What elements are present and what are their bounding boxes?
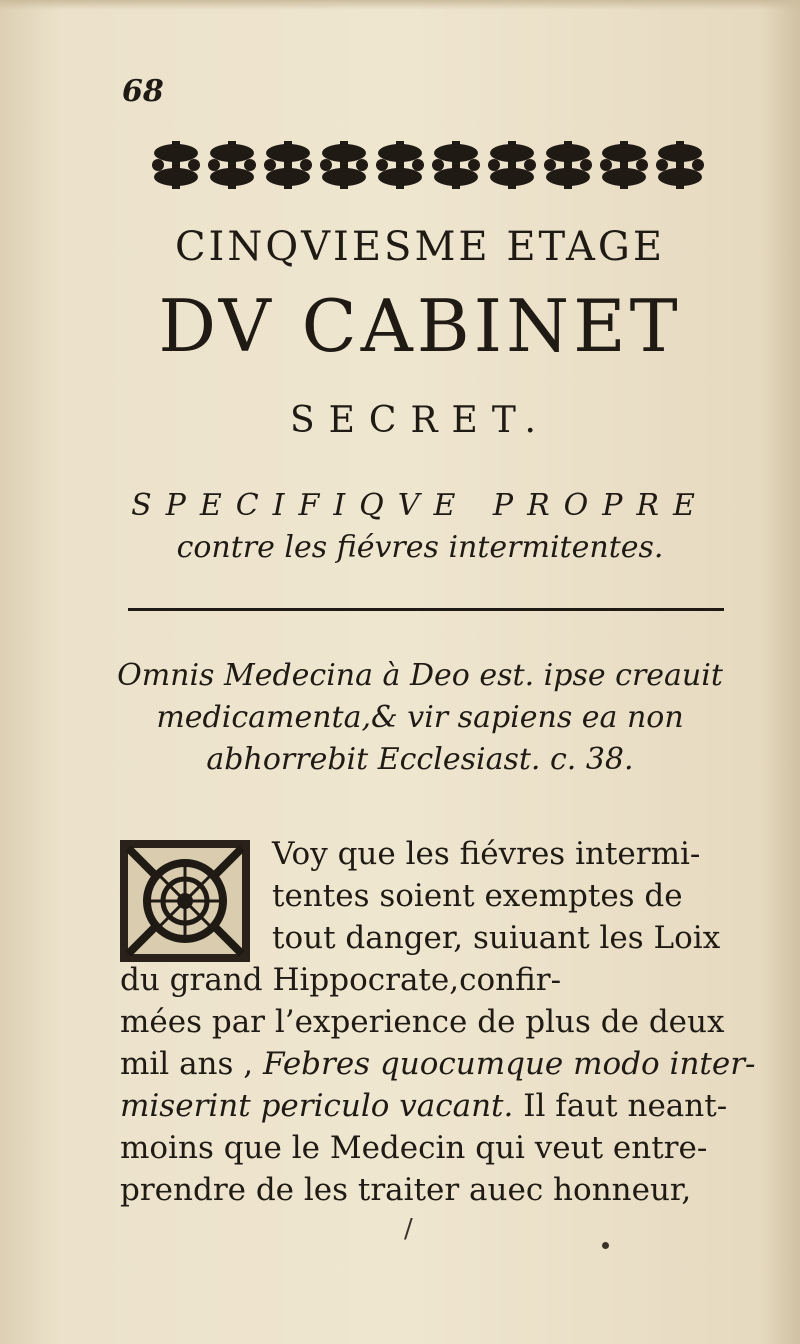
body-line: tentes soient exemptes de xyxy=(272,878,683,914)
page-number: 68 xyxy=(122,74,164,109)
body-text-roman: Il faut neant- xyxy=(513,1088,728,1124)
chapter-heading-line-1: CINQVIESME ETAGE xyxy=(174,224,666,270)
latin-quotation: miserint periculo vacant. xyxy=(120,1088,514,1124)
subtitle-line-2: contre les fiévres intermitentes. xyxy=(176,530,664,565)
body-line: mées par l’experience de plus de deux xyxy=(120,1004,725,1040)
chapter-heading-line-3: SECRET. xyxy=(289,400,551,441)
body-text-roman: mil ans , xyxy=(120,1046,263,1082)
page-edge-shadow xyxy=(0,0,800,10)
body-line xyxy=(120,1088,727,1124)
body-line xyxy=(120,1046,756,1082)
chapter-heading-line-2: DV CABINET xyxy=(158,284,682,368)
epigraph-line-2: medicamenta,& vir sapiens ea non xyxy=(156,700,684,735)
decorated-initial-v xyxy=(118,838,252,964)
ink-speck xyxy=(602,1242,609,1249)
ornamental-headpiece xyxy=(148,133,718,195)
body-line: moins que le Medecin qui veut entre- xyxy=(120,1130,708,1166)
body-line: prendre de les traiter auec honneur, xyxy=(120,1172,692,1208)
subtitle-line-1: SPECIFIQVE PROPRE xyxy=(131,488,709,523)
body-line: tout danger, suiuant les Loix xyxy=(272,920,721,956)
body-line: Voy que les fiévres intermi- xyxy=(272,836,701,872)
horizontal-rule xyxy=(128,608,724,611)
body-line: du grand Hippocrate,confir- xyxy=(120,962,562,998)
epigraph-line-1: Omnis Medecina à Deo est. ipse creauit xyxy=(117,658,723,693)
latin-quotation: Febres quocumque modo inter- xyxy=(263,1046,756,1082)
epigraph-line-3: abhorrebit Ecclesiast. c. 38. xyxy=(206,742,634,777)
catchword-mark: / xyxy=(404,1214,413,1244)
